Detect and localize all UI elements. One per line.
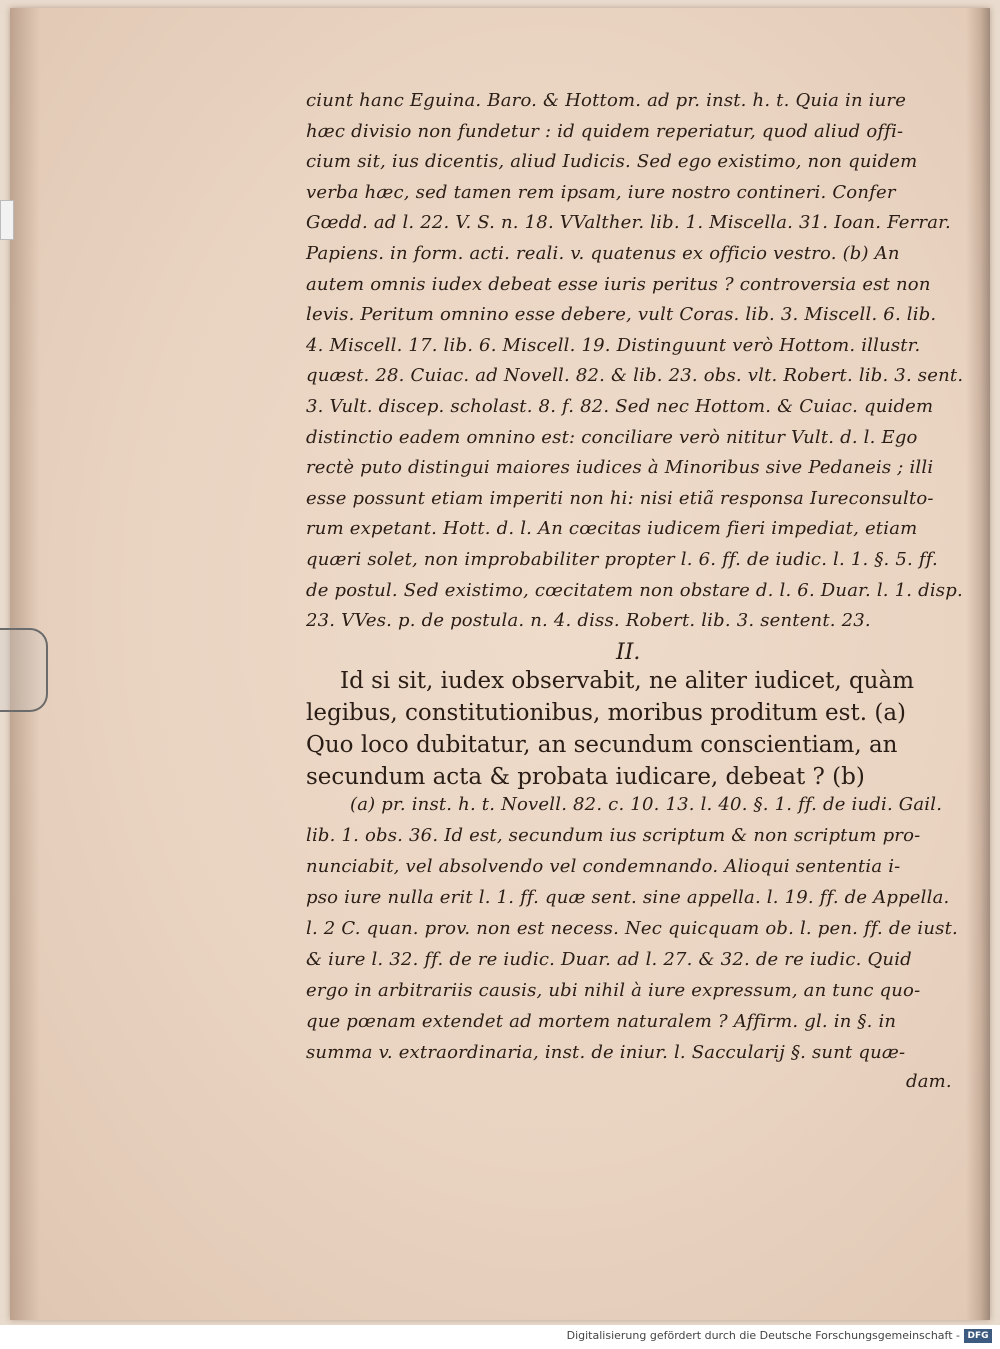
section-number: II. — [616, 640, 641, 665]
footnote-line: hæc divisio non fundetur : id quidem reperiatur, quod aliud offi- — [306, 121, 904, 142]
body-text-line: Quo loco dubitatur, an secundum conscientiam, an — [306, 732, 898, 758]
footnote-line: lib. 1. obs. 36. Id est, secundum ius scriptum & non scriptum pro- — [306, 825, 921, 846]
catchword: dam. — [906, 1071, 952, 1092]
footnote-line: de postul. Sed existimo, cœcitatem non obstare d. l. 6. Duar. l. 1. disp. — [306, 580, 963, 601]
footnote-line: ciunt hanc Eguina. Baro. & Hottom. ad pr. inst. h. t. Quia in iure — [306, 90, 907, 111]
footnote-line: (a) pr. inst. h. t. Novell. 82. c. 10. 13. l. 40. §. 1. ff. de iudi. Gail. — [350, 794, 943, 815]
footnote-line: pso iure nulla erit l. 1. ff. quæ sent. sine appella. l. 19. ff. de Appella. — [306, 887, 950, 908]
footnote-line: 4. Miscell. 17. lib. 6. Miscell. 19. Distinguunt verò Hottom. illustr. — [306, 335, 921, 356]
footnote-line: quæst. 28. Cuiac. ad Novell. 82. & lib. 23. obs. vlt. Robert. lib. 3. sent. — [306, 365, 964, 386]
footnote-line: autem omnis iudex debeat esse iuris peritus ? controversia est non — [306, 274, 931, 295]
footnote-line: 3. Vult. discep. scholast. 8. f. 82. Sed nec Hottom. & Cuiac. quidem — [306, 396, 934, 417]
footer-bar — [0, 1325, 1000, 1349]
page-marker-tab — [0, 200, 14, 240]
footnote-line: cium sit, ius dicentis, aliud Iudicis. Sed ego existimo, non quidem — [306, 151, 918, 172]
page-text — [10, 8, 990, 1320]
footnote-line: & iure l. 32. ff. de re iudic. Duar. ad l. 27. & 32. de re iudic. Quid — [306, 949, 912, 970]
footnote-line: distinctio eadem omnino est: conciliare verò nititur Vult. d. l. Ego — [306, 427, 918, 448]
binding-clip — [0, 628, 48, 712]
footnote-line: summa v. extraordinaria, inst. de iniur. l. Saccularij §. sunt quæ- — [306, 1042, 906, 1063]
footnote-line: Gœdd. ad l. 22. V. S. n. 18. VValther. lib. 1. Miscella. 31. Ioan. Ferrar. — [306, 212, 951, 233]
book-page — [10, 8, 990, 1320]
footnote-line: l. 2 C. quan. prov. non est necess. Nec quicquam ob. l. pen. ff. de iust. — [306, 918, 958, 939]
footnote-line: Papiens. in form. acti. reali. v. quatenus ex officio vestro. (b) An — [306, 243, 900, 264]
body-text-line: legibus, constitutionibus, moribus proditum est. (a) — [306, 700, 906, 726]
body-text-line: Id si sit, iudex observabit, ne aliter iudicet, quàm — [340, 668, 915, 694]
footnote-line: esse possunt etiam imperiti non hi: nisi etiã responsa Iureconsulto- — [306, 488, 934, 509]
footnote-line: levis. Peritum omnino esse debere, vult Coras. lib. 3. Miscell. 6. lib. — [306, 304, 937, 325]
footnote-line: verba hæc, sed tamen rem ipsam, iure nostro contineri. Confer — [306, 182, 896, 203]
dfg-logo-icon: DFG — [964, 1329, 992, 1343]
footnote-line: rum expetant. Hott. d. l. An cœcitas iudicem fieri impediat, etiam — [306, 518, 918, 539]
footnote-line: nunciabit, vel absolvendo vel condemnando. Alioqui sententia i- — [306, 856, 901, 877]
footnote-line: ergo in arbitrariis causis, ubi nihil à iure expressum, an tunc quo- — [306, 980, 921, 1001]
footnote-line: rectè puto distingui maiores iudices à Minoribus sive Pedaneis ; illi — [306, 457, 934, 478]
footnote-line: quæri solet, non improbabiliter propter l. 6. ff. de iudic. l. 1. §. 5. ff. — [306, 549, 938, 570]
footnote-line: 23. VVes. p. de postula. n. 4. diss. Robert. lib. 3. sentent. 23. — [306, 610, 871, 631]
footer-credit: Digitalisierung gefördert durch die Deutsche Forschungsgemeinschaft - — [566, 1329, 960, 1342]
footnote-line: que pœnam extendet ad mortem naturalem ? Affirm. gl. in §. in — [306, 1011, 897, 1032]
body-text-line: secundum acta & probata iudicare, debeat ? (b) — [306, 764, 865, 790]
